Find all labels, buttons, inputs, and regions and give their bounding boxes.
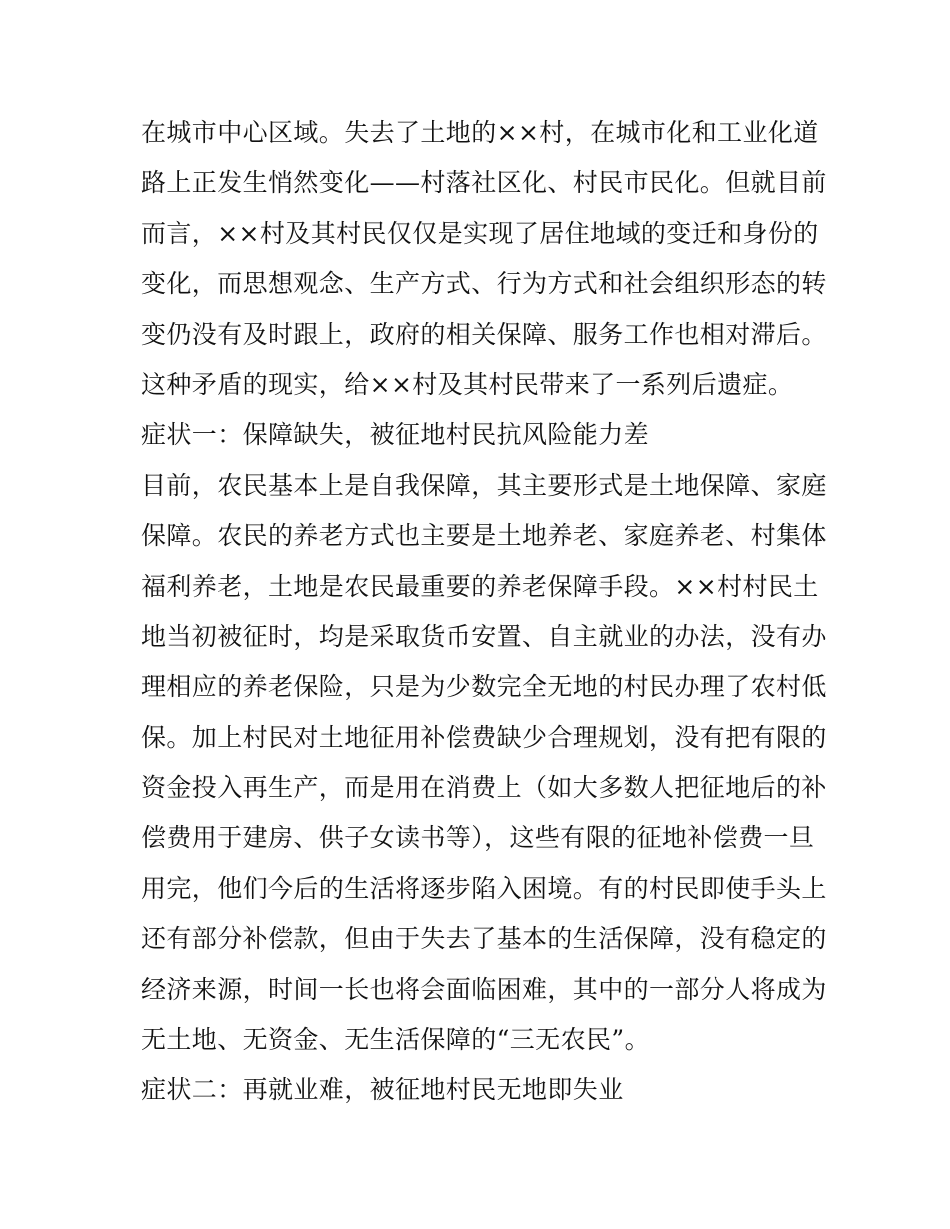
text-line: 理相应的养老保险，只是为少数完全无地的村民办理了农村低 <box>141 672 827 702</box>
text-line: 目前，农民基本上是自我保障，其主要形式是土地保障、家庭 <box>141 470 827 500</box>
text-line: 而言，××村及其村民仅仅是实现了居住地域的变迁和身份的 <box>141 218 819 248</box>
document-body <box>141 108 827 1116</box>
text-line: 经济来源，时间一长也将会面临困难，其中的一部分人将成为 <box>141 974 827 1004</box>
text-line: 保障。农民的养老方式也主要是土地养老、家庭养老、村集体 <box>141 521 827 551</box>
text-line: 这种矛盾的现实，给××村及其村民带来了一系列后遗症。 <box>141 369 794 399</box>
text-line: 资金投入再生产，而是用在消费上（如大多数人把征地后的补 <box>141 773 827 803</box>
text-line: 在城市中心区域。失去了土地的××村，在城市化和工业化道 <box>141 118 819 147</box>
text-line: 变仍没有及时跟上，政府的相关保障、服务工作也相对滞后。 <box>141 319 827 349</box>
text-line: 保。加上村民对土地征用补偿费缺少合理规划，没有把有限的 <box>141 722 827 752</box>
text-line: 地当初被征时，均是采取货币安置、自主就业的办法，没有办 <box>141 621 827 651</box>
section-heading: 症状二：再就业难，被征地村民无地即失业 <box>141 1075 624 1105</box>
text-line: 路上正发生悄然变化——村落社区化、村民市民化。但就目前 <box>141 168 827 198</box>
section-heading: 症状一：保障缺失，被征地村民抗风险能力差 <box>141 420 650 450</box>
text-line: 变化，而思想观念、生产方式、行为方式和社会组织形态的转 <box>141 269 827 299</box>
text-line: 还有部分补偿款，但由于失去了基本的生活保障，没有稳定的 <box>141 924 827 954</box>
text-line: 用完，他们今后的生活将逐步陷入困境。有的村民即使手头上 <box>141 873 827 903</box>
text-line: 无土地、无资金、无生活保障的“三无农民”。 <box>141 1025 650 1055</box>
text-line: 偿费用于建房、供子女读书等），这些有限的征地补偿费一旦 <box>141 823 815 853</box>
text-line: 福利养老，土地是农民最重要的养老保障手段。××村村民土 <box>141 571 819 601</box>
